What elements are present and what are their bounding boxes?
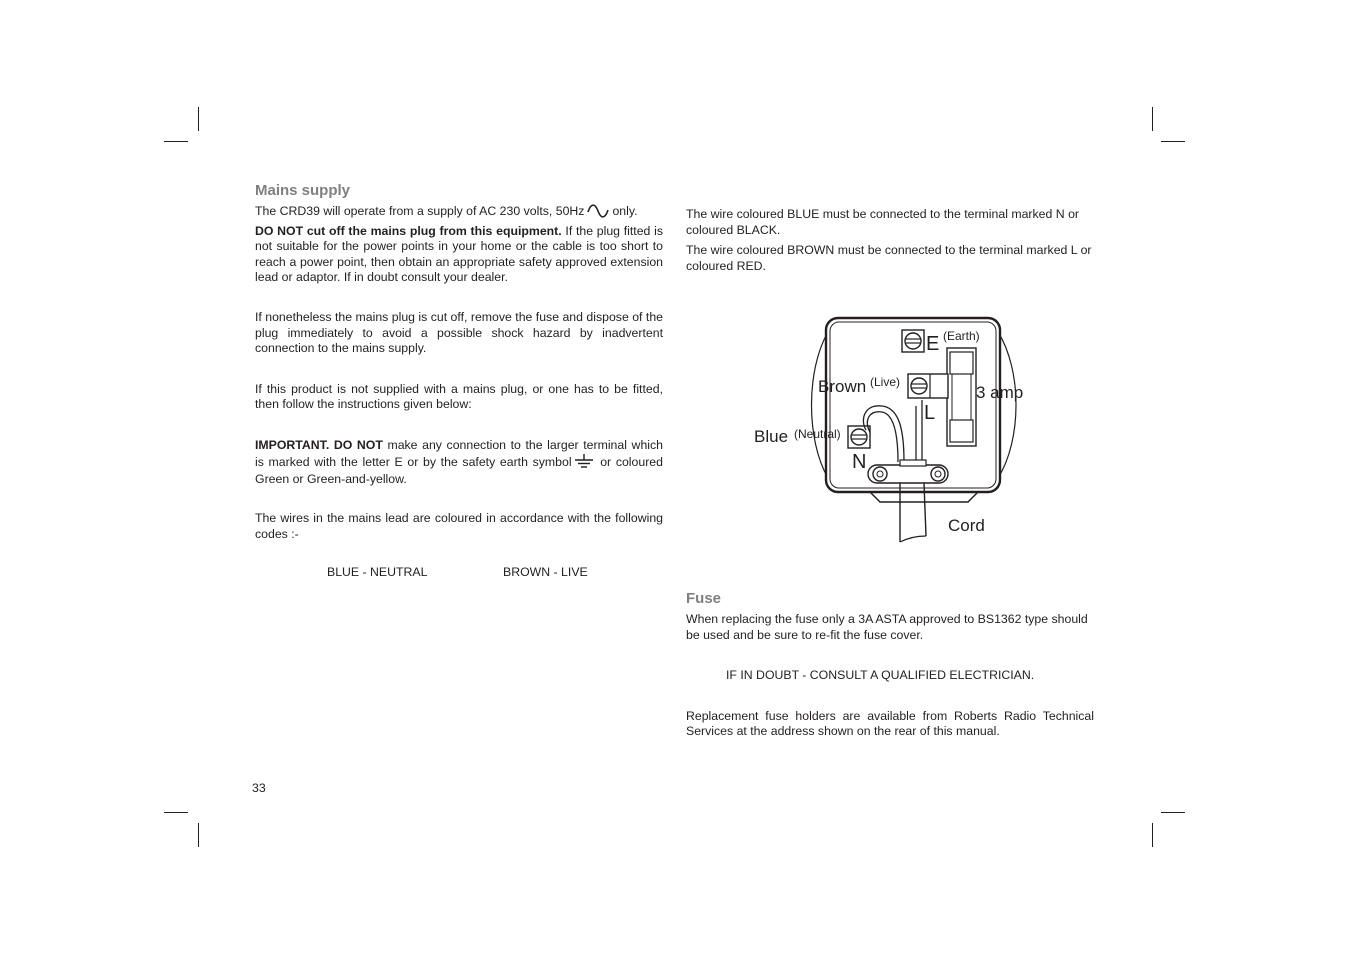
code-blue-neutral: BLUE - NEUTRAL [327,565,428,579]
blue-wire-paragraph: The wire coloured BLUE must be connected to the terminal marked N or coloured BLACK. [686,207,1080,237]
crop-mark [1161,812,1185,813]
live-terminal [908,374,948,398]
label-n: N [852,451,867,473]
fitting-paragraph: If this product is not supplied with a mains plug, or one has to be fitted, then follow the instructions given below: [255,381,663,412]
page-number: 33 [252,781,266,795]
crop-mark [198,107,199,131]
fuse-paragraph: When replacing the fuse only a 3A ASTA approved to BS1362 type should be used and be sure to re-fit the fuse cover. [686,612,1088,642]
label-e: E [926,333,940,355]
replacement-fuse-paragraph: Replacement fuse holders are available from Roberts Radio Technical Services at the address shown on the rear of this manual. [686,708,1094,739]
wire-codes-paragraph: The wires in the mains lead are coloured in accordance with the following codes :- [255,511,663,542]
crop-mark [1161,141,1185,142]
important-paragraph: IMPORTANT. DO NOT make any connection to the larger terminal which is marked with the letter E or by the safety earth symbol or coloured Green or Green-and-yellow. [255,437,664,486]
ac-sine-icon [586,204,610,218]
supply-paragraph: The CRD39 will operate from a supply of AC 230 volts, 50Hz only. [255,204,638,218]
right-column-wiring [686,207,1094,274]
plug-wiring-diagram [740,310,1040,550]
crop-mark [1152,107,1153,131]
fuse-holder [947,348,976,446]
label-brown: Brown [818,377,867,396]
label-3-amp: 3 amp [976,383,1024,402]
consult-electrician: IF IN DOUBT - CONSULT A QUALIFIED ELECTRICIAN. [726,668,1035,683]
earth-symbol-icon [574,453,594,469]
label-earth: (Earth) [943,329,980,343]
brown-wire-paragraph: The wire coloured BROWN must be connected to the terminal marked L or coloured RED. [686,243,1092,273]
fuse-heading: Fuse [686,590,722,607]
label-blue: Blue [754,427,789,446]
mains-supply-heading: Mains supply [255,182,351,199]
label-live: (Live) [870,375,901,389]
code-brown-live: BROWN - LIVE [503,565,588,579]
label-neutral: (Neutral) [794,427,841,441]
fuse-section [686,590,1094,740]
label-cord: Cord [948,516,985,535]
left-column [255,182,663,543]
cut-off-paragraph: If nonetheless the mains plug is cut off, remove the fuse and dispose of the plug immediately to avoid a possible shock hazard by inadvertent connection to the mains supply. [255,309,663,356]
crop-mark [164,812,188,813]
crop-mark [198,823,199,847]
crop-mark [1152,823,1153,847]
do-not-cut-paragraph: DO NOT cut off the mains plug from this equipment. If the plug fitted is not suitable for the power points in your home or the cable is too short to reach a power point, then obtain an appropriate safety approved extension lead or adaptor. If in doubt consult your dealer. [255,223,663,285]
label-l: L [924,402,936,424]
crop-mark [164,141,188,142]
